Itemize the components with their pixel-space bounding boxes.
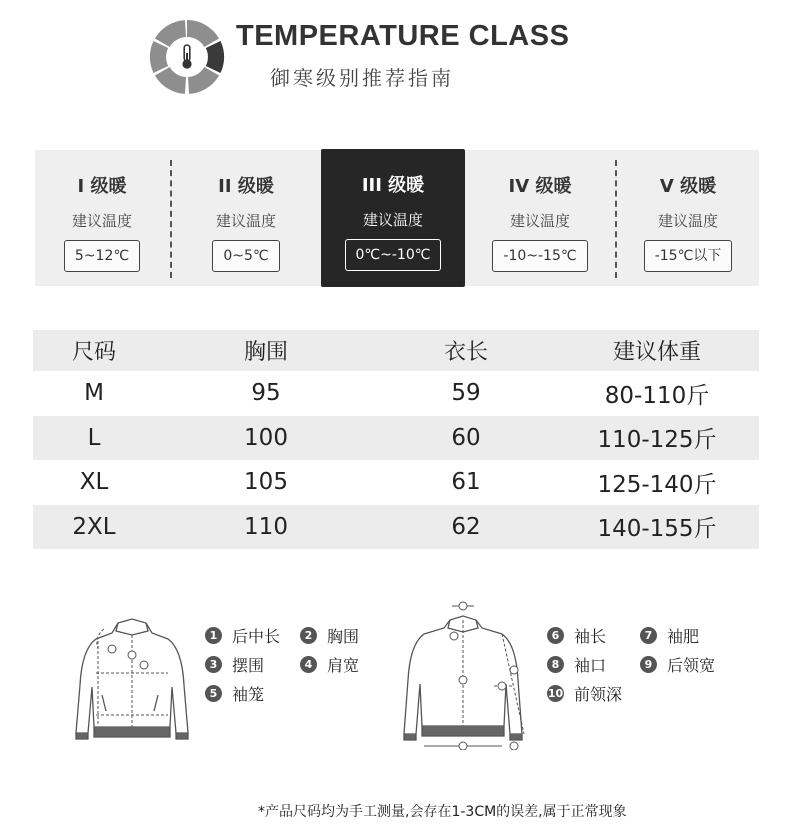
temp-class-range: -15℃以下 [644,240,733,272]
table-cell: 140-155斤 [555,505,759,550]
table-cell: 59 [451,380,481,407]
legend-item [547,624,606,647]
jacket-front-diagram [72,615,192,743]
legend-label: 胸围 [327,627,360,646]
table-cell: 95 [251,380,281,407]
legend-label: 后中长 [232,627,281,646]
temp-class-level: V 级暖 [659,176,717,197]
temp-class-level: II 级暖 [218,176,274,197]
table-cell: XL [79,469,109,496]
temp-class-suggest: 建议温度 [71,212,132,230]
legend-label: 袖肥 [667,627,700,646]
legend-number: 3 [205,656,222,673]
legend-number: 6 [547,627,564,644]
legend-label: 前领深 [574,685,623,704]
temperature-class-band [35,150,759,286]
table-cell: L [33,416,155,461]
temp-class-suggest: 建议温度 [509,212,570,230]
temp-class-4 [467,150,613,286]
table-cell: 110-125斤 [555,416,759,461]
temp-class-suggest: 建议温度 [657,212,718,230]
table-cell: 61 [451,469,481,496]
table-cell: 100 [155,416,377,461]
table-row [33,416,759,461]
table-cell: 2XL [33,505,155,550]
table-cell: M [84,380,104,407]
legend-number: 9 [640,656,657,673]
temp-class-3-active [321,149,465,287]
legend-number: 4 [300,656,317,673]
temp-class-range: 5~12℃ [64,240,140,272]
temp-class-suggest: 建议温度 [215,212,276,230]
legend-item [300,653,359,676]
legend-number: 5 [205,685,222,702]
table-row [33,371,759,416]
legend-number: 7 [640,627,657,644]
table-cell: 105 [244,469,288,496]
temp-class-2 [171,150,321,286]
table-cell: 62 [377,505,555,550]
temp-class-level: I 级暖 [77,176,127,197]
temp-class-5 [617,150,759,286]
legend-label: 后领宽 [667,656,716,675]
jacket-back-diagram [402,600,530,750]
table-cell: 80-110斤 [604,382,710,409]
temp-class-range: -10~-15℃ [492,240,587,272]
temp-class-level: IV 级暖 [508,176,572,197]
legend-number: 2 [300,627,317,644]
temp-class-1 [35,150,169,286]
legend-item [205,682,264,705]
legend-label: 摆围 [232,656,265,675]
temp-class-level: III 级暖 [361,175,425,196]
legend-item [205,624,280,647]
table-row [33,460,759,505]
size-table [33,330,759,549]
table-header-row [33,330,759,371]
legend-number: 1 [205,627,222,644]
page-title: TEMPERATURE CLASS [236,20,570,52]
legend-number: 8 [547,656,564,673]
legend-item [547,682,622,705]
legend-label: 袖口 [574,656,607,675]
column-header-size: 尺码 [33,330,155,371]
column-header-chest: 胸围 [155,330,377,371]
table-cell: 110 [155,505,377,550]
table-row [33,505,759,550]
column-header-weight: 建议体重 [555,330,759,371]
thermometer-logo-icon [148,18,226,96]
legend-item [205,653,264,676]
legend-item [640,653,715,676]
temp-class-suggest: 建议温度 [362,211,423,229]
table-cell: 60 [377,416,555,461]
legend-number: 10 [547,687,564,700]
page-subtitle: 御寒级别推荐指南 [270,66,454,90]
legend-label: 袖长 [574,627,607,646]
column-header-length: 衣长 [377,330,555,371]
measurement-note: *产品尺码均为手工测量,会存在1-3CM的误差,属于正常现象 [258,804,627,820]
temp-class-range: 0℃~-10℃ [345,239,442,271]
legend-item [547,653,606,676]
legend-label: 肩宽 [327,656,360,675]
legend-item [300,624,359,647]
legend-label: 袖笼 [232,685,265,704]
table-cell: 125-140斤 [597,471,717,498]
legend-item [640,624,699,647]
temp-class-range: 0~5℃ [212,240,279,272]
